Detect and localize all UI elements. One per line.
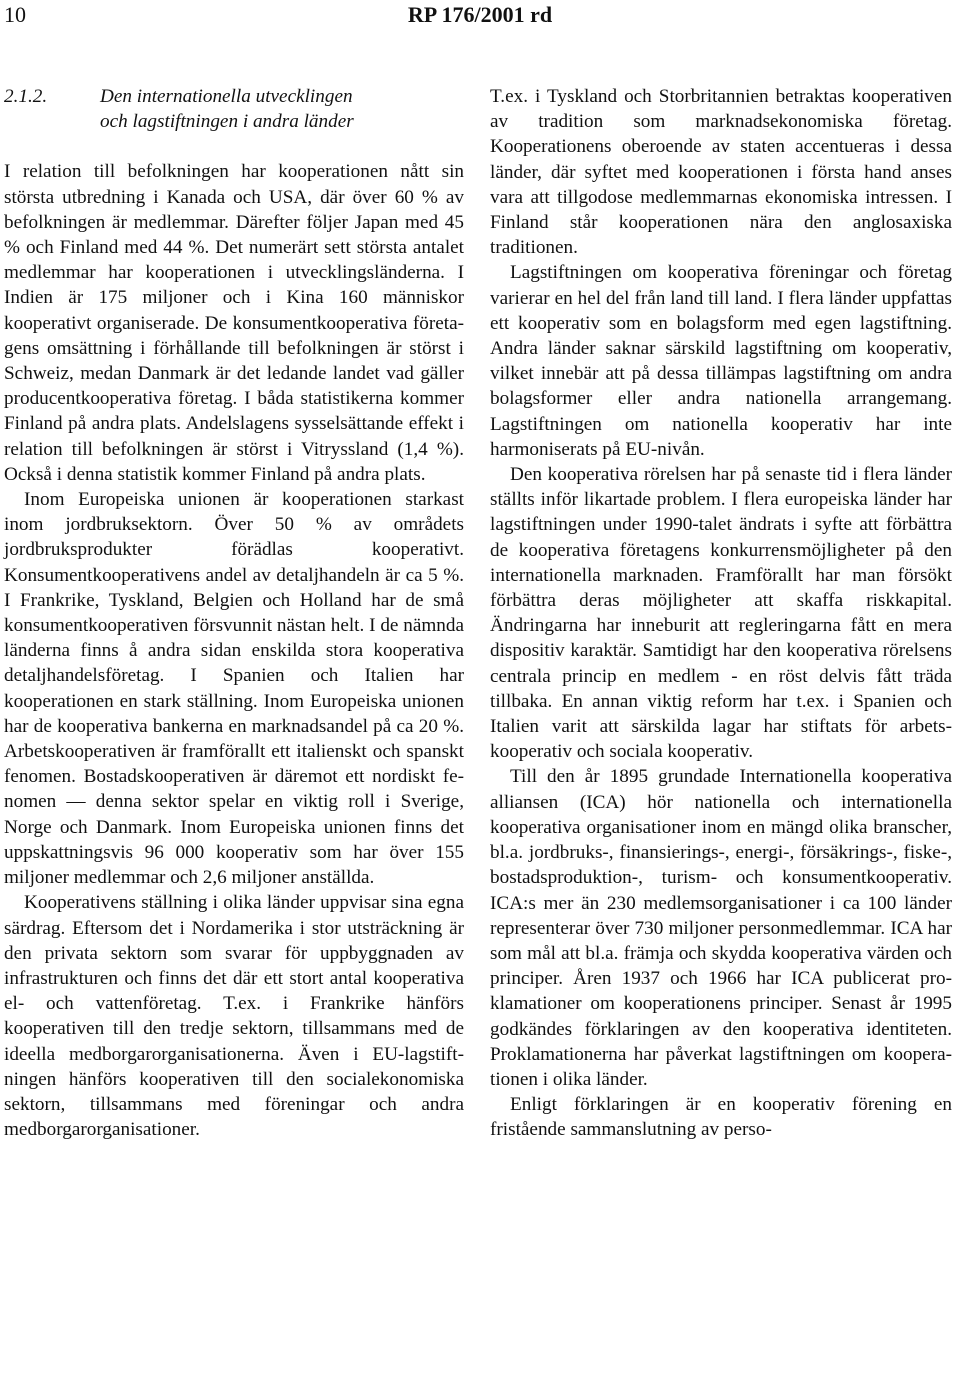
paragraph: Kooperativens ställning i olika länder uppvisar sina egna särdrag. Eftersom det i Nordamerika i stor utsträckning är den privata sektorn som svarar för uppbyggnaden av infrastrukturen och finns det där ett stort antal kooperativa el- och vattenföretag. T.ex. i Frankrike hänförs kooperativen till den tredje sektorn, tillsammans med de ideella medborgarorganisationerna. Även i EU-lagstiftningen hänförs kooperativen till den socialekonomiska sektorn, tillsammans med föreningar och andra medborgarorganisationer.: [4, 892, 464, 1141]
right-column: [490, 84, 952, 1143]
paragraph: Till den år 1895 grundade Internationella kooperativa alliansen (ICA) hör nationella och internationella kooperativa organisationer inom en mängd olika branscher, bl.a. jordbruks-, finansierings-, energi-, försäkrings-, fiske-, bostadsproduktion-, turism- och konsumentkooperativ. ICA:s mer än 230 medlemsorganisationer i ca 100 länder representerar över 730 miljoner personmedlemmar. ICA har som mål att bl.a. främja och skydda kooperativa värden och principer. Åren 1937 och 1966 har ICA publicerat proklamationer om kooperationens principer. Senast år 1995 godkändes förklaringen av den kooperativa identiteten. Proklamationerna har påverkat lagstiftningen om kooperationen i olika länder.: [490, 766, 952, 1090]
paragraph: T.ex. i Tyskland och Storbritannien betraktas kooperativen av tradition som marknadsekonomiska företag. Kooperationens oberoende av staten accentueras i dessa länder, där syftet med kooperationen i första hand anses vara att tillgodose medlemmarnas ekonomiska intressen. I Finland står kooperationen nära den anglosaxiska traditionen.: [490, 86, 952, 259]
paragraph: Den kooperativa rörelsen har på senaste tid i flera länder ställts inför likartade problem. I flera europeiska länder har lagstiftningen under 1990-talet ändrats i syfte att förbättra de kooperativa företagens konkurrensmöjligheter på den internationella marknaden. Framförallt har man försökt förbättra deras möjligheter att skaffa riskkapital. Ändringarna har inneburit att regleringarna fått en mera dispositiv karaktär. Samtidigt har den kooperativa rörelsens centrala princip en medlem - en röst delvis fått träda tillbaka. En annan viktig reform har t.ex. i Spanien och Italien varit att särskilda lagar har stiftats för arbetskooperativ och sociala kooperativ.: [490, 464, 952, 763]
paragraph: Enligt förklaringen är en kooperativ förening en fristående sammanslutning av perso-: [490, 1094, 952, 1141]
section-heading: [4, 84, 464, 134]
paragraph: Inom Europeiska unionen är kooperationen starkast inom jordbruksektorn. Över 50 % av områdets jordbruksprodukter förädlas kooperativt. Konsumentkooperativens andel av detaljhandeln är ca 5 %. I Frankrike, Tyskland, Belgien och Holland har de små konsumentkooperativen försvunnit nästan helt. I de nämnda länderna finns å andra sidan enskilda stora kooperativa detaljhandelsföretag. I Spanien och Italien har kooperationen en stark ställning. Inom Europeiska unionen har de kooperativa bankerna en marknadsandel på ca 20 %. Arbetskooperativen är framförallt ett italienskt och spanskt fenomen. Bostadskooperativen är däremot ett nordiskt fenomen — denna sektor spelar en viktig roll i Sverige, Norge och Danmark. Inom Europeiska unionen finns det uppskattningsvis 96 000 kooperativ som har över 155 miljoner medlemmar och 2,6 miljoner anställda.: [4, 489, 464, 889]
page-header: [0, 0, 960, 38]
paragraph: I relation till befolkningen har kooperationen nått sin största utbredning i Kanada och USA, där över 60 % av befolkningen är medlemmar. Därefter följer Japan med 45 % och Finland med 44 %. Det numerärt sett största antalet medlemmar har kooperationen i utvecklingsländerna. I Indien är 175 miljoner och i Kina 160 människor kooperativt organiserade. De konsumentkooperativa företagens omsättning i förhållande till befolkningen är störst i Schweiz, medan Danmark är det ledande landet vad gäller producentkooperativa företag. I båda statistikerna kommer Finland på andra plats. Andelslagens sysselsättande effekt i relation till befolkningen är störst i Vitryssland (1,4 %). Också i denna statistik kommer Finland på andra plats.: [4, 161, 464, 485]
running-head: RP 176/2001 rd: [407, 2, 553, 27]
section-title: Den internationella utvecklingen och lagstiftningen i andra länder: [100, 86, 354, 133]
section-number: 2.1.2.: [4, 86, 48, 107]
left-column: [4, 84, 464, 1142]
page-number: 10: [4, 2, 26, 27]
paragraph: Lagstiftningen om kooperativa föreningar och företag varierar en hel del från land till land. I flera länder uppfattas ett kooperativ som en bolagsform med egen lagstiftning. Andra länder saknar särskild lagstiftning om kooperativ, vilket innebär att på dessa tillämpas lagstiftning om andra bolagsformer eller andra nationella arrangemang. Lagstiftningen om nationella kooperativ har inte harmoniserats på EU-nivån.: [490, 262, 952, 460]
